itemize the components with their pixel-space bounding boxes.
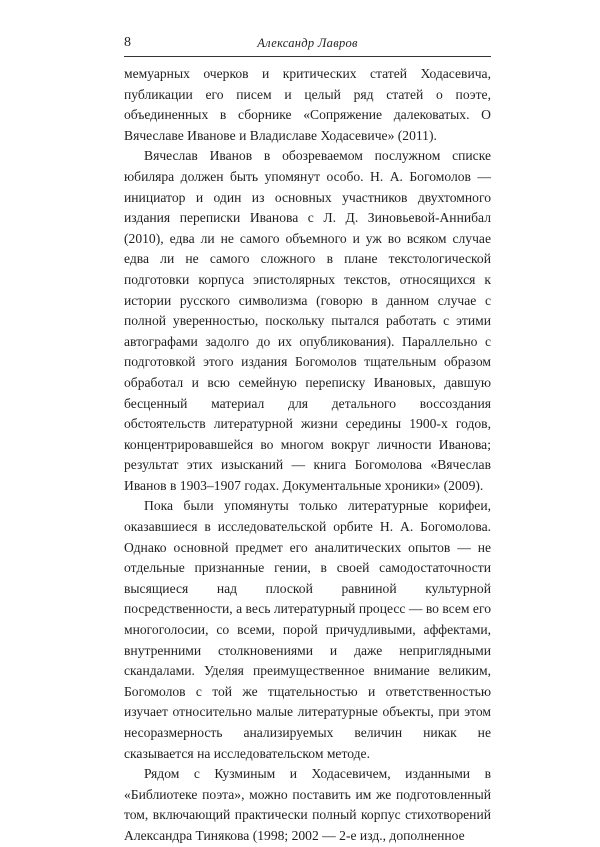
page-header xyxy=(124,34,491,56)
page-number: 8 xyxy=(124,35,131,50)
paragraph: Пока были упомянуты только литературные корифеи, оказавшиеся в исследовательской орбите Н. А. Богомолова. Однако основной предмет его аналитических опытов — не отдельные признанные гении, в своей самодостаточности высящиеся над плоской равниной культурной посредственности, а весь литературный процесс — во всем его многоголосии, со всеми, порой причудливыми, аффектами, внутренними столкновениями и даже неприглядными скандалами. Уделяя преимущественное внимание великим, Богомолов с той же тщательностью и ответственностью изучает относительно малые литературные объекты, при этом несоразмерность анализируемых величин никак не сказывается на исследовательском методе. xyxy=(124,498,491,761)
paragraph-continued: мемуарных очерков и критических статей Ходасевича, публикации его писем и целый ряд статей о поэте, объединенных в сборнике «Сопряжение далековатых. О Вячеславе Иванове и Владиславе Ходасевиче» (2011). xyxy=(124,66,491,143)
header-rule xyxy=(124,56,491,57)
paragraph: Вячеслав Иванов в обозреваемом послужном списке юбиляра должен быть упомянут особо. Н. А. Богомолов — инициатор и один из основных участников двухтомного издания переписки Иванова с Л. Д. Зиновьевой-Аннибал (2010), едва ли не самого объемного и уж во всяком случае едва ли не самого сложного в плане текстологической подготовки корпуса эпистолярных текстов, относящихся к истории русского символизма (говорю в данном случае с полной уверенностью, поскольку пытался работать с этими автографами задолго до их опубликования). Параллельно с подготовкой этого издания Богомолов тщательным образом обработал и всю семейную переписку Ивановых, давшую бесценный материал для детального воссоздания обстоятельств литературной жизни середины 1900-х годов, концентрировавшейся во многом вокруг личности Иванова; результат этих изысканий — книга Богомолова «Вячеслав Иванов в 1903–1907 годах. Документальные хроники» (2009). xyxy=(124,148,491,493)
running-head-author: Александр Лавров xyxy=(257,36,358,50)
body-text xyxy=(124,64,491,847)
paragraph: Рядом с Кузминым и Ходасевичем, изданными в «Библиотеке поэта», можно поставить им же подготовленный том, включающий практически полный корпус стихотворений Александра Тинякова (1998; 2002 — 2-е изд., дополненное xyxy=(124,766,491,843)
